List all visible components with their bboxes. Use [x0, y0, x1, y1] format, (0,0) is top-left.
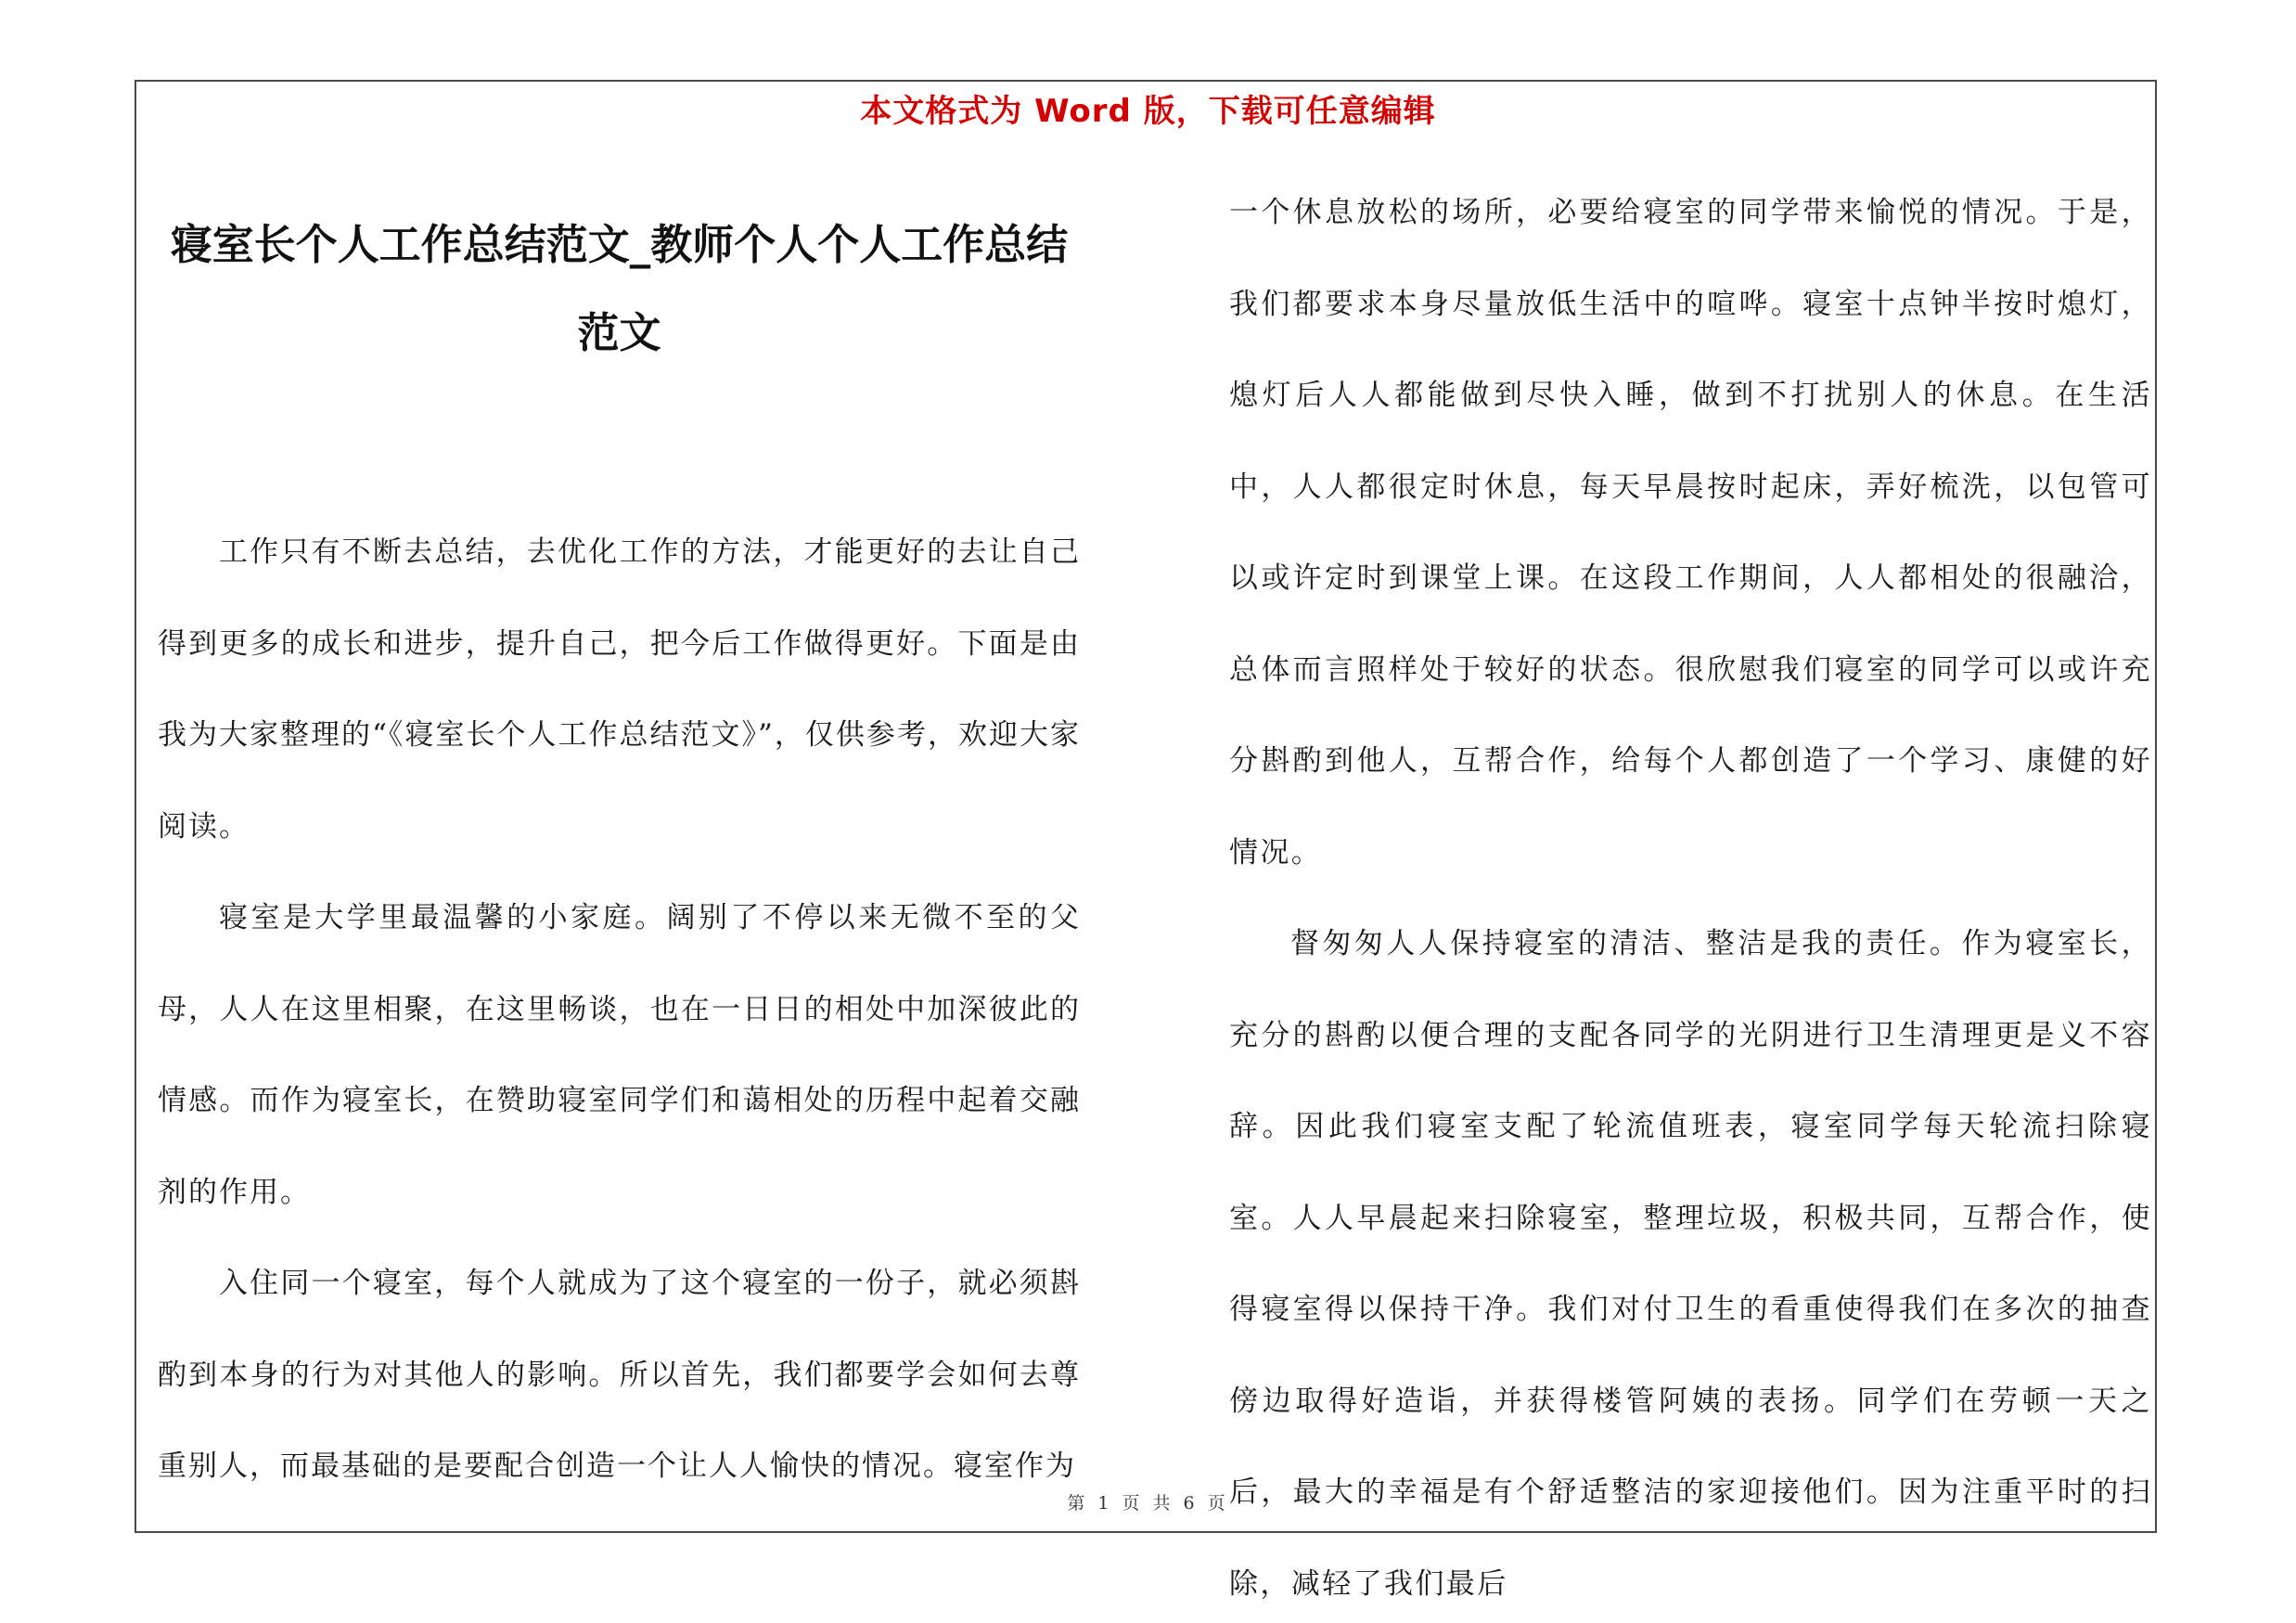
paragraph-respect: 入住同一个寝室，每个人就成为了这个寝室的一份子，就必须斟酌到本身的行为对其他人的影响。所以首先，我们都要学会如何去尊重别人，而最基础的是要配合创造一个让人人愉快的情况。寝室作为 [158, 1267, 1081, 1483]
page-number: 第 1 页 共 6 页 [1067, 1493, 1229, 1514]
document-title: 寝室长个人工作总结范文_教师个人个人工作总结范文 [170, 220, 1069, 357]
paragraph-cleaning: 督匆匆人人保持寝室的清洁、整洁是我的责任。作为寝室长，充分的斟酌以便合理的支配各同学的光阴进行卫生清理更是义不容辞。因此我们寝室支配了轮流值班表，寝室同学每天轮流扫除寝室。人人早晨起来扫除寝室，整理垃圾，积极共同，互帮合作，使得寝室得以保持干净。我们对付卫生的看重使得我们在多次的抽查傍边取得好造诣，并获得楼管阿姨的表扬。同学们在劳顿一天之后，最大的幸福是有个舒适整洁的家迎接他们。因为注重平时的扫除，减轻了我们最后 [1229, 927, 2152, 1601]
paragraph-rest-environment: 一个休息放松的场所，必要给寝室的同学带来愉悦的情况。于是，我们都要求本身尽量放低生活中的喧哗。寝室十点钟半按时熄灯，熄灯后人人都能做到尽快入睡，做到不打扰别人的休息。在生活中，人人都很定时休息，每天早晨按时起床，弄好梳洗，以包管可以或许定时到课堂上课。在这段工作期间，人人都相处的很融洽，总体而言照样处于较好的状态。很欣慰我们寝室的同学可以或许充分斟酌到他人，互帮合作，给每个人都创造了一个学习、康健的好情况。 [1229, 196, 2152, 869]
paragraph-intro: 工作只有不断去总结，去优化工作的方法，才能更好的去让自己得到更多的成长和进步，提升自己，把今后工作做得更好。下面是由我为大家整理的“《寝室长个人工作总结范文》”，仅供参考，欢迎大家阅读。 [158, 535, 1081, 844]
left-column [158, 167, 1081, 1513]
paragraph-dorm-family: 寝室是大学里最温馨的小家庭。阔别了不停以来无微不至的父母，人人在这里相聚，在这里畅谈，也在一日日的相处中加深彼此的情感。而作为寝室长，在赞助寝室同学们和蔼相处的历程中起着交融剂的作用。 [158, 901, 1081, 1209]
right-column [1229, 167, 2152, 1623]
title-spacer [158, 377, 1081, 507]
edit-notice-banner: 本文格式为 Word 版，下载可任意编辑 [860, 93, 1436, 130]
